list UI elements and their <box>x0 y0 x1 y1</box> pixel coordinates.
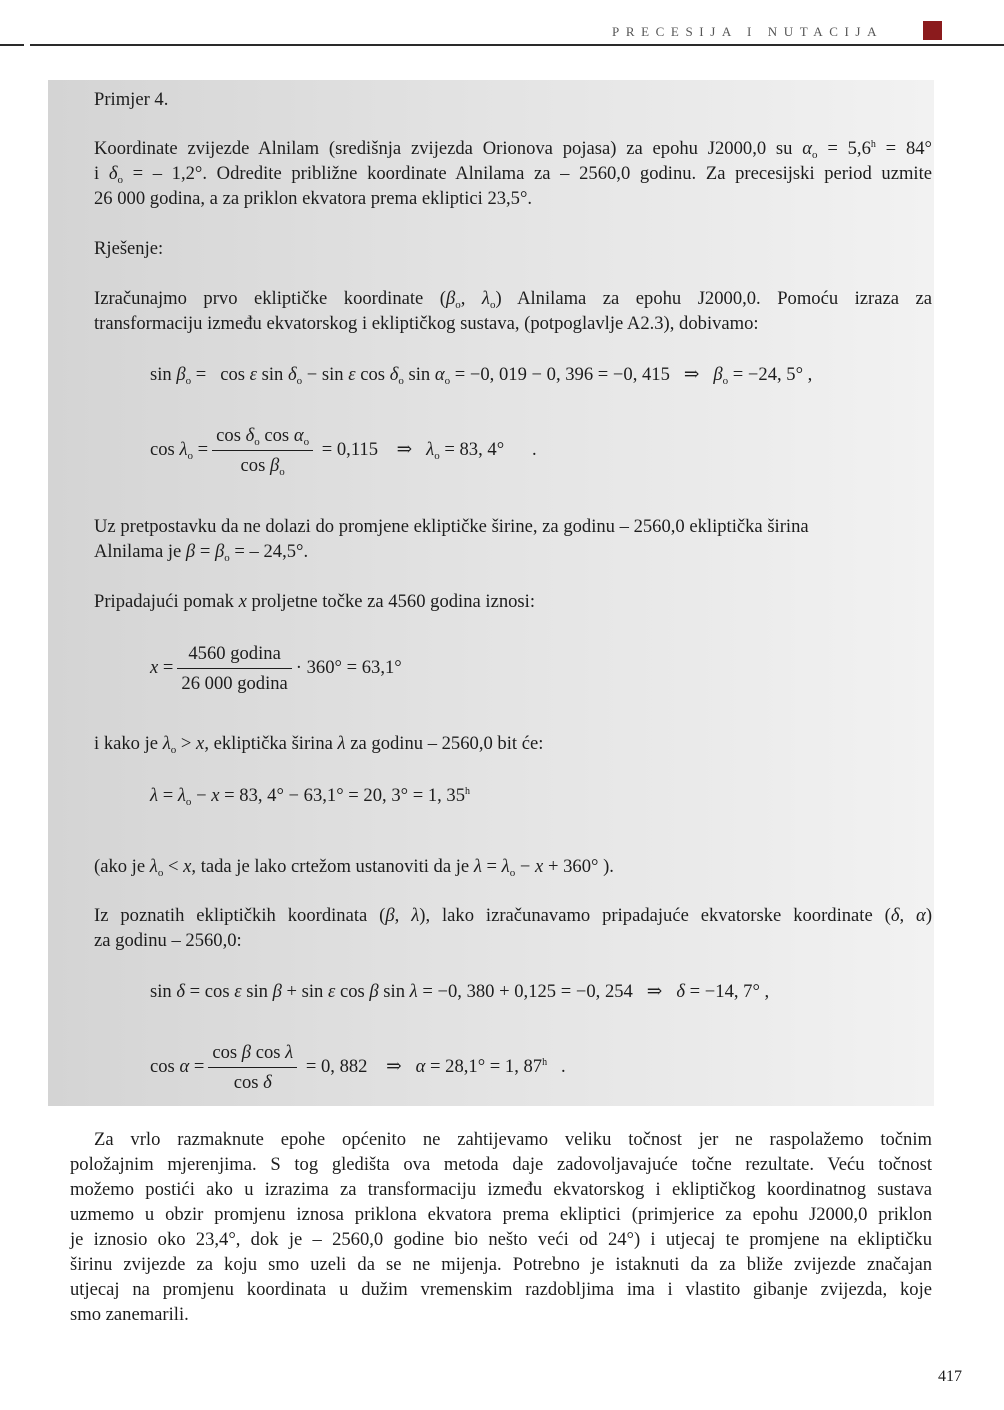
paragraph-line: uzmemo u obzir promjenu iznosa priklona ekvatora prema ekliptici (primjerice za epohu J2000,0 priklon <box>70 1204 932 1225</box>
page-number: 417 <box>938 1368 962 1385</box>
running-title: PRECESIJA I NUTACIJA <box>612 24 884 39</box>
closing-paragraph <box>70 1127 932 1327</box>
equation-2: $\cos \lambda_o$ = $\frac{\cos \delta_o \cos \alpha_o}{\cos \beta_o}$ = 0,115 ⇒ $\lambda_o = 83$, 4° . <box>150 425 537 478</box>
problem-line-1: Koordinate zvijezde Alnilam (središnja zvijezda Orionova pojasa) za epohu J2000,0 su $\alpha_o = 5,6^h = 84^\circ$ <box>94 138 932 161</box>
paragraph-line: utjecaj na promjenu koordinata u dužim vremenskim razdobljima ima i vlastito gibanje zvijezda, koje <box>70 1279 932 1300</box>
header-rule-left <box>0 44 24 46</box>
solution-heading: Rješenje: <box>94 238 164 259</box>
header-marker <box>923 21 942 40</box>
equation-1: $\sin \beta_o = \cos \varepsilon$ $\sin \delta_o - \sin \varepsilon$ $\cos \delta_o$ $\sin \alpha_o = -0$, 019 − 0, 396 = −0, 415 ⇒ $\beta_o = -24$, 5° , <box>150 364 813 387</box>
shift-sentence: Pripadajući pomak x proljetne točke za 4560 godina iznosi: <box>94 591 535 612</box>
intro-line-1: Izračunajmo prvo ekliptičke koordinate ($\beta_o$, $\lambda_o$) Alnilama za epohu J2000,0. Pomoću izraza za <box>94 288 932 311</box>
paragraph-line: smo zanemarili. <box>70 1304 189 1325</box>
note-sentence: (ako je $\lambda_o < x$, tada je lako crtežom ustanoviti da je $\lambda = \lambda_o - x + 360^\circ$ ). <box>94 856 614 879</box>
paragraph-line: Za vrlo razmaknute epohe općenito ne zahtijevamo veliku točnost jer ne raspolažemo točnim <box>94 1129 932 1150</box>
paragraph-line: možemo postići ako u izrazima za transformaciju između ekvatorskog i ekliptičkog koordinatnog sustava <box>70 1179 932 1200</box>
assumption-line-2: Alnilama je $\beta = \beta_o$ = – 24,5°. <box>94 541 309 564</box>
header-rule <box>30 44 1004 46</box>
paragraph-line: je iznosio oko 23,4°, dok je – 2560,0 godine bio nešto veći od 24°) i utjecaj te promjene na ekliptičku <box>70 1229 932 1250</box>
fraction-years: $\frac{\text{4560 godina}}{\text{26 000 godina}}$ <box>177 641 291 696</box>
assumption-line-1: Uz pretpostavku da ne dolazi do promjene ekliptičke širine, za godinu – 2560,0 ekliptička širina <box>94 516 809 537</box>
equation-5: sin δ = cos ε sin β + sin ε cos β sin λ = −0, 380 + 0,125 = −0, 254 ⇒ δ = −14, 7° , <box>150 981 770 1002</box>
example-heading: Primjer 4. <box>94 89 169 110</box>
ecliptic-line-1: Iz poznatih ekliptičkih koordinata (β, λ), lako izračunavamo pripadajuće ekvatorske koordinate (δ, α) <box>94 905 933 926</box>
intro-line-2: transformaciju između ekvatorskog i ekliptičkog sustava, (potpoglavlje A2.3), dobivamo: <box>94 313 759 334</box>
problem-line-3: 26 000 godina, a za priklon ekvatora prema ekliptici 23,5°. <box>94 188 533 209</box>
paragraph-line: položajnim mjerenjima. S tog gledišta ova metoda daje zadovoljavajuće točne rezultate. Veću točnost <box>70 1154 932 1175</box>
fraction-lambda: $\frac{\cos \delta_o \cos \alpha_o}{\cos \beta_o}$ <box>212 423 313 478</box>
equation-3: x = $\frac{\text{4560 godina}}{\text{26 000 godina}}$ · 360° = 63,1° <box>150 643 402 694</box>
equation-4: $\lambda = \lambda_o - x = 83$, 4° − 63,1° = 20, 3° = 1, 35$^h$ <box>150 785 471 808</box>
since-sentence: i kako je $\lambda_o > x$, ekliptička širina λ za godinu – 2560,0 bit će: <box>94 733 544 756</box>
problem-line-2: i $\delta_o$ = – 1,2°. Odredite približne koordinate Alnilama za – 2560,0 godinu. Za precesijski period uzmite <box>94 163 932 186</box>
equation-6: cos α = $\frac{\text{cos β cos λ}}{\text{cos δ}}$ = 0, 882 ⇒ α = 28,1° = 1, 87$^h$ . <box>150 1042 566 1093</box>
ecliptic-line-2: za godinu – 2560,0: <box>94 930 242 951</box>
paragraph-line: širinu zvijezde za koju smo uzeli da se ne mijenja. Potrebno je istaknuti da za bliže zvijezde značajan <box>70 1254 932 1275</box>
fraction-alpha: $\frac{\text{cos β cos λ}}{\text{cos δ}}$ <box>208 1040 297 1095</box>
